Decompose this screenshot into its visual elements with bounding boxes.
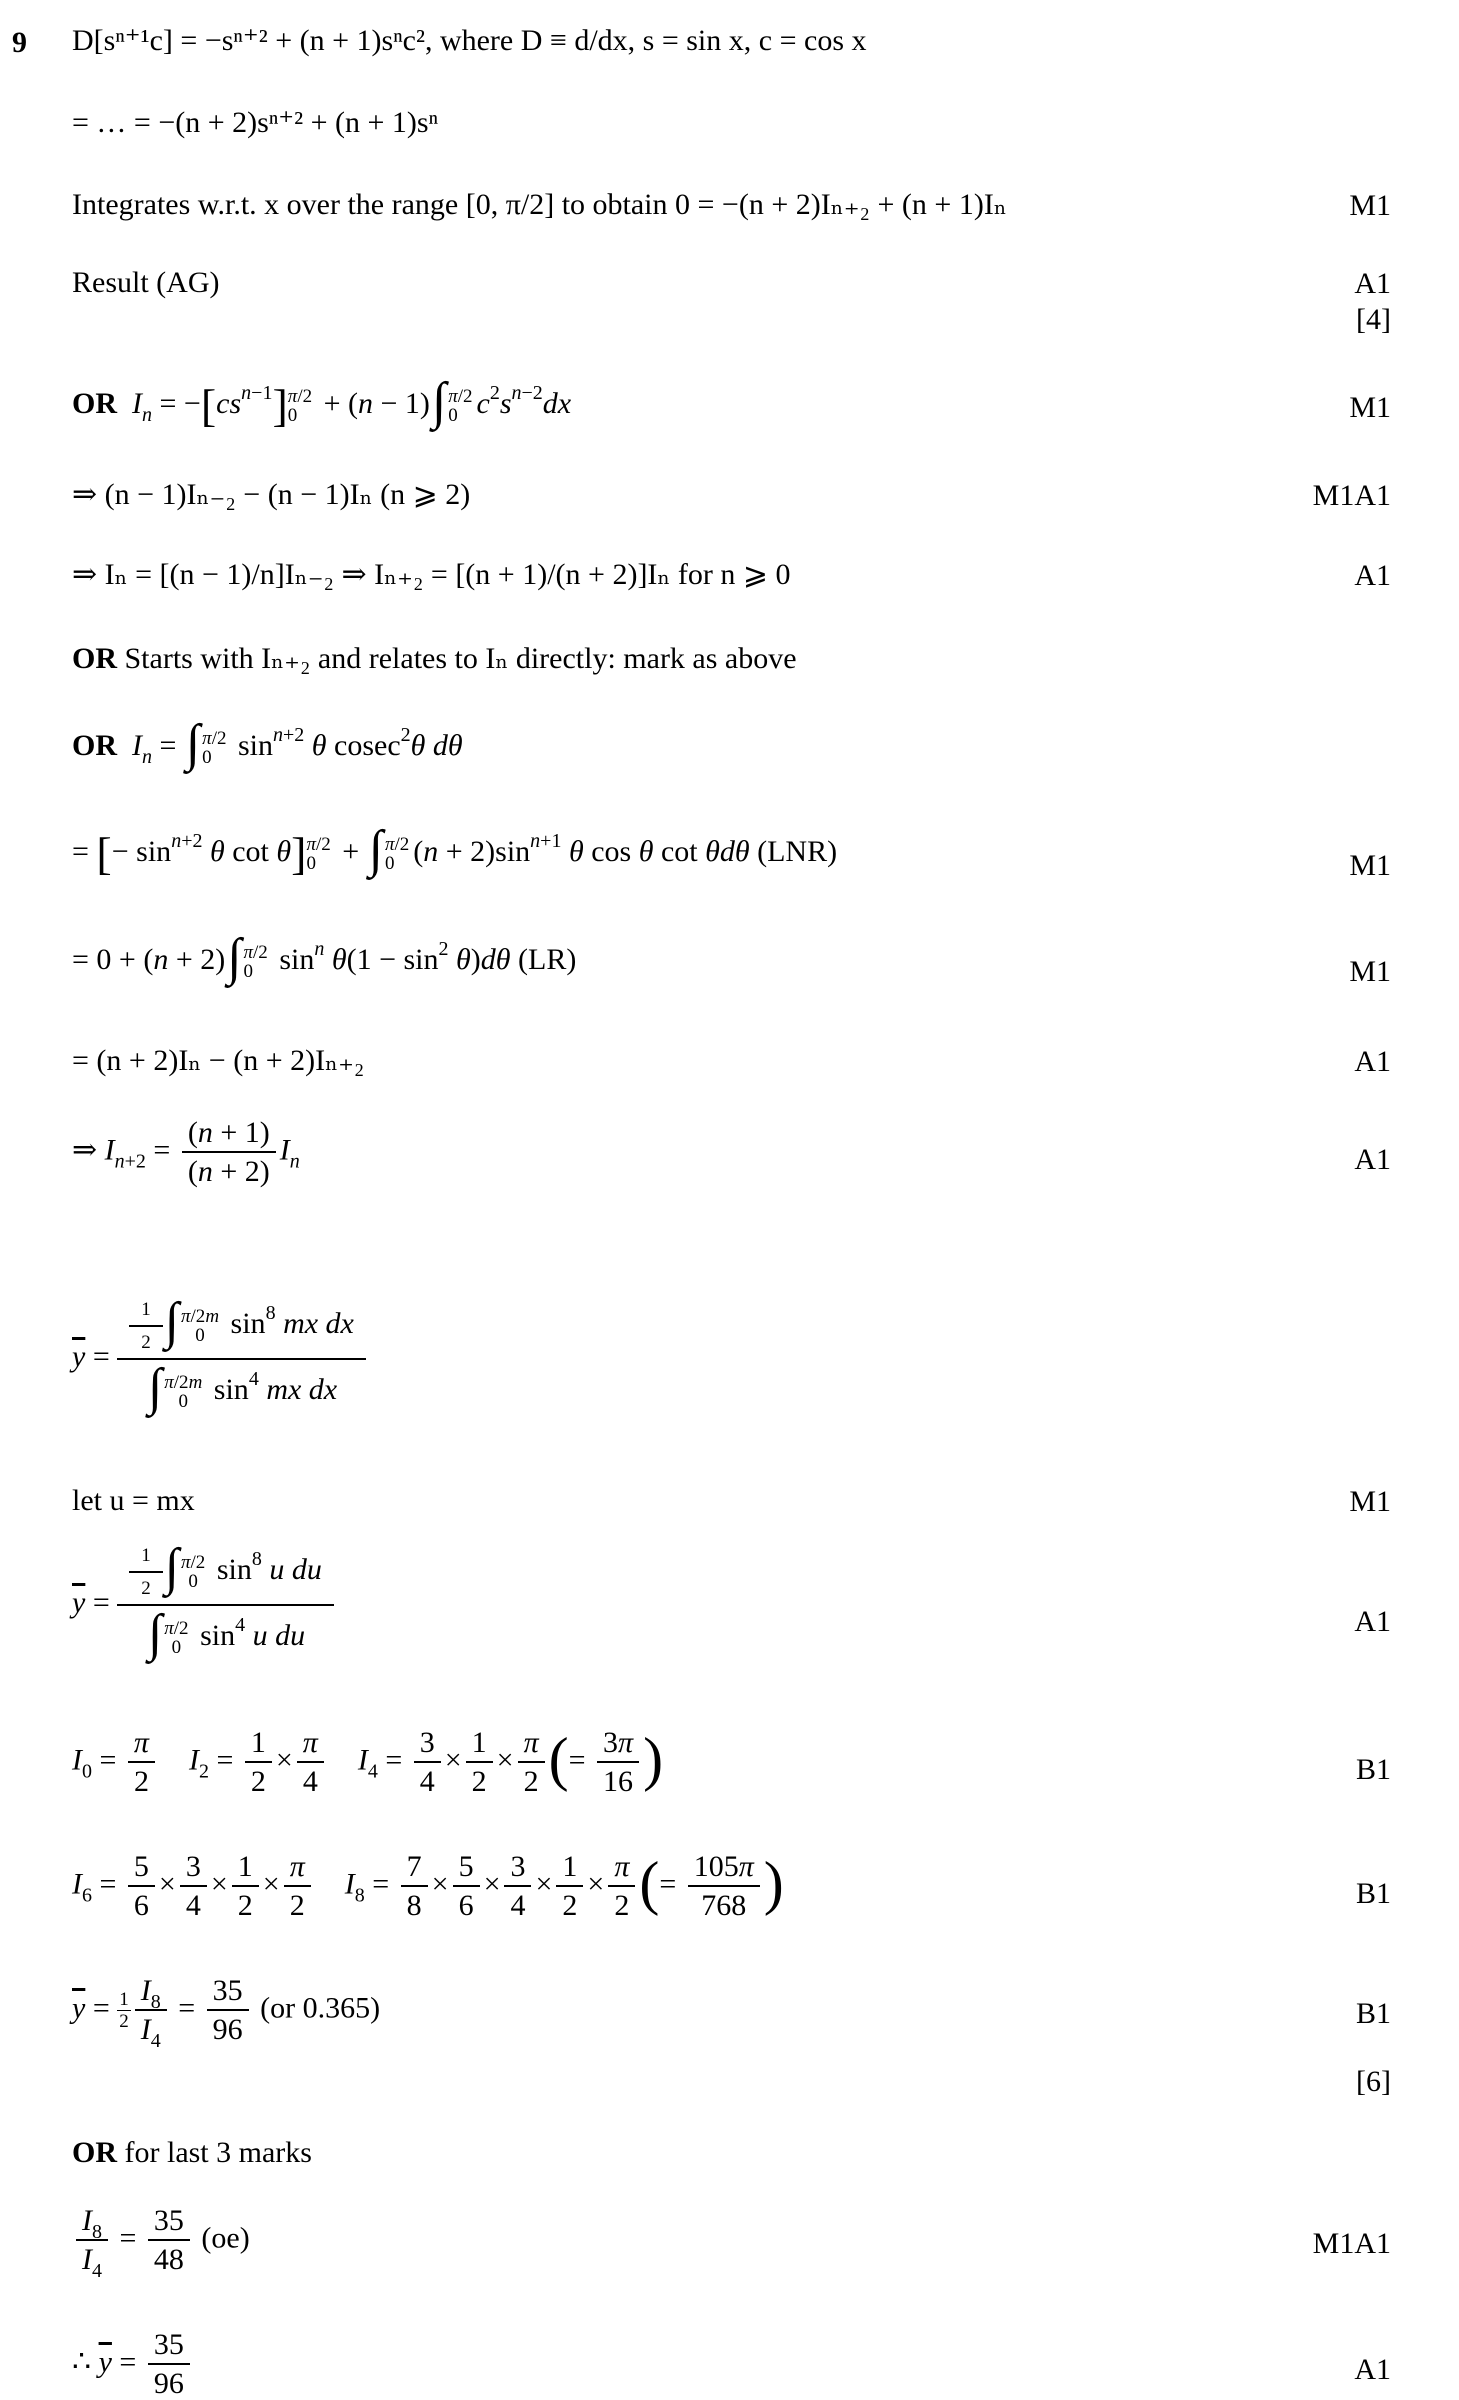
- mark-m1-c: M1: [1349, 849, 1391, 882]
- line-final-cutoff: ∴ $\overline{y}$ = $\frac{35}{96}$: [72, 2330, 194, 2399]
- or-label: OR: [72, 642, 117, 675]
- note-lr: (LR): [518, 942, 577, 976]
- line-substitution: let u = mx: [72, 1484, 195, 1517]
- mark-a1-b: A1: [1354, 559, 1391, 592]
- alt-last-marks-text: for last 3 marks: [124, 2136, 312, 2169]
- line-alt-direct: [72, 644, 797, 674]
- mark-a1-f: A1: [1354, 2353, 1391, 2386]
- mark-a1-d: A1: [1354, 1143, 1391, 1176]
- mark-m1a1-b: M1A1: [1312, 2227, 1391, 2260]
- mark-m1a1-a: M1A1: [1312, 479, 1391, 512]
- mark-m1-b: M1: [1349, 391, 1391, 424]
- mark-a1-a: A1: [1354, 267, 1391, 300]
- line-result-fraction: ⇒ $I_{n+2}$ = $\frac{(n + 1)}{(n + 2)}$ $I_n$: [72, 1116, 300, 1188]
- line-i0-i2-i4: $I_0$ = $\frac{\pi}{2}$ $I_2$ = $\frac{1}{2}$ × $\frac{\pi}{4}$ $I_4$ = $\frac{3}{4}$ × $\frac{1}{2}$ × $\frac{\pi}{2}$ (= $\frac{3\pi}{16}$ ): [72, 1725, 664, 1798]
- note-lnr: (LNR): [757, 834, 838, 868]
- line-simplify: = … = −(n + 2)sⁿ⁺² + (n + 1)sⁿ: [72, 106, 439, 139]
- line-alt-integration-by-parts: OR $I_n = -[cs^{n-1}]$ π/2 0 + (n − 1)∫ π/2 0 $c^2s^{n-2}dx$: [72, 373, 572, 431]
- mark-a1-e: A1: [1354, 1605, 1391, 1638]
- line-ratio: $\frac{I_8}{I_4}$ = $\frac{35}{48}$ (oe): [72, 2206, 250, 2275]
- line-integrate: Integrates w.r.t. x over the range [0, π/2] to obtain 0 = −(n + 2)Iₙ₊₂ + (n + 1)Iₙ: [72, 188, 1007, 221]
- line-derivative: D[sⁿ⁺¹c] = −sⁿ⁺² + (n + 1)sⁿc², where D ≡ d/dx, s = sin x, c = cos x: [72, 24, 867, 57]
- line-i6-i8: $I_6$ = $\frac{5}{6}$ × $\frac{3}{4}$ × $\frac{1}{2}$ × $\frac{\pi}{2}$ $I_8$ = $\frac{7}{8}$ × $\frac{5}{6}$ × $\frac{3}{4}$ × $\frac{1}{2}$ × $\frac{\pi}{2}$ (= $\frac{105\pi}{768}$ ): [72, 1849, 784, 1922]
- or-label: OR: [72, 2136, 117, 2169]
- line-alt-last-marks: [72, 2138, 312, 2168]
- question-number: 9: [12, 26, 27, 59]
- mark-a1-c: A1: [1354, 1045, 1391, 1078]
- mark-b1-a: B1: [1355, 1753, 1391, 1786]
- line-alt-cosec: OR $I_n$ = ∫ π/2 0 $\sin^{n+2} \theta$ cosec$^2$θ dθ: [72, 715, 463, 772]
- line-difference: = (n + 2)Iₙ − (n + 2)Iₙ₊₂: [72, 1044, 365, 1077]
- alt-direct-text: Starts with Iₙ₊₂ and relates to Iₙ directly: mark as above: [124, 642, 797, 675]
- note-oe: (oe): [201, 2221, 250, 2255]
- mark-total-6: [6]: [1356, 2065, 1391, 2098]
- mark-m1-a: M1: [1349, 189, 1391, 222]
- line-recurrence: ⇒ Iₙ = [(n − 1)/n]Iₙ₋₂ ⇒ Iₙ₊₂ = [(n + 1)/(n + 2)]Iₙ for n ⩾ 0: [72, 558, 791, 591]
- line-ybar-definition: $\overline{y}$ = $\frac{1}{2}$ ∫ π/2m 0 $\sin^8$ mx dx ∫ π/2m 0 $\sin^4$ mx dx: [72, 1300, 366, 1418]
- line-ybar-u: $\overline{y}$ = $\frac{1}{2}$ ∫ π/2 0 $\sin^8 u$ du ∫ π/2 0 $\sin^4 u$ du: [72, 1546, 334, 1664]
- or-label: OR: [72, 386, 117, 420]
- mark-m1-e: M1: [1349, 1485, 1391, 1518]
- line-reduction: ⇒ (n − 1)Iₙ₋₂ − (n − 1)Iₙ (n ⩾ 2): [72, 478, 471, 511]
- mark-total-4: [4]: [1356, 303, 1391, 336]
- line-result: Result (AG): [72, 266, 220, 299]
- mark-b1-b: B1: [1355, 1877, 1391, 1910]
- line-by-parts-cot: = [− $\sin^{n+2} \theta$ cot θ] π/2 0 + ∫ π/2 0 $(n + 2)\sin^{n+1}$ θ cos θ cot θdθ (LNR): [72, 821, 838, 879]
- or-label: OR: [72, 728, 117, 762]
- line-lr: = 0 + (n + 2)∫ π/2 0 $\sin^n \theta(1 - \sin^2 \theta)d\theta$ (LR): [72, 929, 577, 986]
- mark-b1-c: B1: [1355, 1997, 1391, 2030]
- line-ybar-value: $\overline{y}$ = $\frac{1}{2}$ $\frac{I_8}{I_4}$ = $\frac{35}{96}$ (or 0.365): [72, 1974, 381, 2052]
- mark-m1-d: M1: [1349, 955, 1391, 988]
- note-decimal: (or 0.365): [260, 1991, 381, 2025]
